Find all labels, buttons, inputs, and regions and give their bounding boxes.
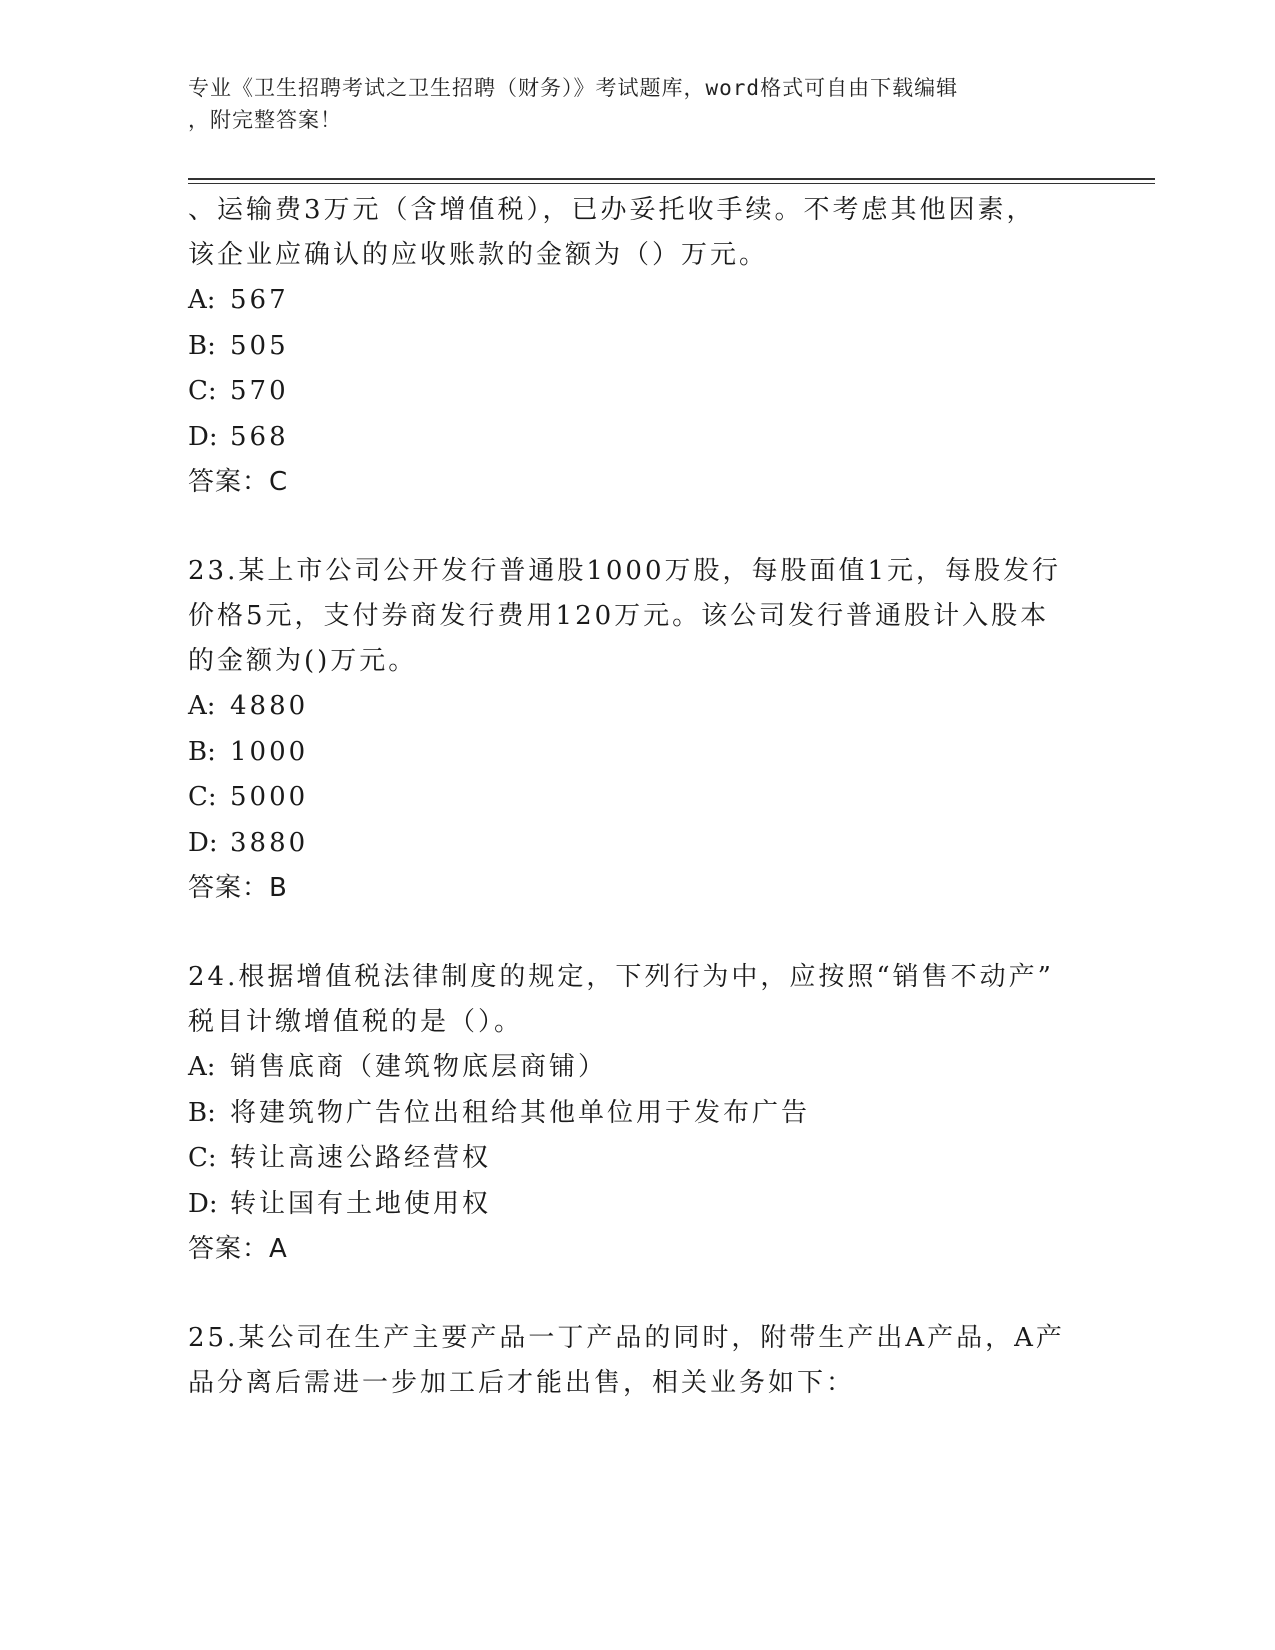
question-25 bbox=[188, 1316, 1088, 1406]
question-text-line: 、运输费3万元（含增值税），已办妥托收手续。不考虑其他因素， bbox=[188, 195, 1036, 225]
option-letter: D: bbox=[188, 827, 218, 858]
question-23 bbox=[188, 549, 1088, 911]
question-24 bbox=[188, 955, 1088, 1272]
option-letter: C: bbox=[188, 1143, 217, 1173]
option-text: 1000 bbox=[230, 736, 309, 767]
option-text: 568 bbox=[230, 421, 289, 452]
question-text-line: 该企业应确认的应收账款的金额为（）万元。 bbox=[188, 240, 769, 270]
header-divider-thin bbox=[188, 183, 1155, 184]
option-letter: A: bbox=[188, 1052, 216, 1082]
header-title-line-1: 专业《卫生招聘考试之卫生招聘（财务）》考试题库，word格式可自由下载编辑 bbox=[188, 76, 959, 100]
option-d bbox=[188, 1182, 1088, 1228]
header-divider-thick bbox=[188, 178, 1155, 180]
question-text-line: 25.某公司在生产主要产品一丁产品的同时，附带生产出A产品，A产 bbox=[188, 1323, 1065, 1353]
question-text-line: 税目计缴增值税的是（）。 bbox=[188, 1007, 524, 1037]
option-c bbox=[188, 1136, 1088, 1182]
document-header bbox=[188, 72, 1068, 136]
option-text: 505 bbox=[230, 330, 289, 361]
option-c bbox=[188, 369, 1088, 415]
option-a bbox=[188, 1045, 1088, 1091]
spacer bbox=[188, 911, 1088, 955]
question-text-line: 24.根据增值税法律制度的规定，下列行为中，应按照“销售不动产” bbox=[188, 962, 1054, 992]
question-22 bbox=[188, 188, 1088, 505]
option-text: 570 bbox=[230, 376, 289, 406]
header-title-line-2: ，附完整答案！ bbox=[188, 108, 342, 132]
option-text: 销售底商（建筑物底层商铺） bbox=[230, 1052, 608, 1082]
option-text: 3880 bbox=[230, 827, 309, 858]
option-a bbox=[188, 278, 1088, 324]
option-text: 转让国有土地使用权 bbox=[230, 1188, 492, 1219]
option-b bbox=[188, 324, 1088, 370]
option-letter: A: bbox=[188, 691, 216, 721]
option-text: 4880 bbox=[230, 691, 309, 721]
option-d bbox=[188, 821, 1088, 867]
option-letter: D: bbox=[188, 1188, 218, 1219]
option-letter: A: bbox=[188, 285, 216, 315]
answer-label: 答案：B bbox=[188, 873, 288, 903]
spacer bbox=[188, 1272, 1088, 1316]
question-text-line: 23.某上市公司公开发行普通股1000万股，每股面值1元，每股发行 bbox=[188, 556, 1062, 586]
option-letter: C: bbox=[188, 376, 217, 406]
option-letter: C: bbox=[188, 782, 217, 812]
option-text: 5000 bbox=[230, 782, 309, 812]
option-text: 转让高速公路经营权 bbox=[230, 1143, 492, 1173]
option-letter: D: bbox=[188, 421, 218, 452]
option-text: 将建筑物广告位出租给其他单位用于发布广告 bbox=[230, 1097, 811, 1128]
option-text: 567 bbox=[230, 285, 289, 315]
answer-label: 答案：C bbox=[188, 467, 289, 497]
question-text-line: 品分离后需进一步加工后才能出售，相关业务如下： bbox=[188, 1368, 856, 1398]
answer-label: 答案：A bbox=[188, 1234, 288, 1264]
question-text-line: 价格5元，支付券商发行费用120万元。该公司发行普通股计入股本 bbox=[188, 601, 1050, 631]
option-letter: B: bbox=[188, 330, 216, 361]
question-list bbox=[188, 188, 1088, 1406]
option-c bbox=[188, 775, 1088, 821]
spacer bbox=[188, 505, 1088, 549]
question-text-line: 的金额为()万元。 bbox=[188, 646, 418, 676]
option-b bbox=[188, 730, 1088, 776]
option-letter: B: bbox=[188, 1097, 216, 1128]
option-a bbox=[188, 684, 1088, 730]
option-b bbox=[188, 1091, 1088, 1137]
option-d bbox=[188, 415, 1088, 461]
option-letter: B: bbox=[188, 736, 216, 767]
